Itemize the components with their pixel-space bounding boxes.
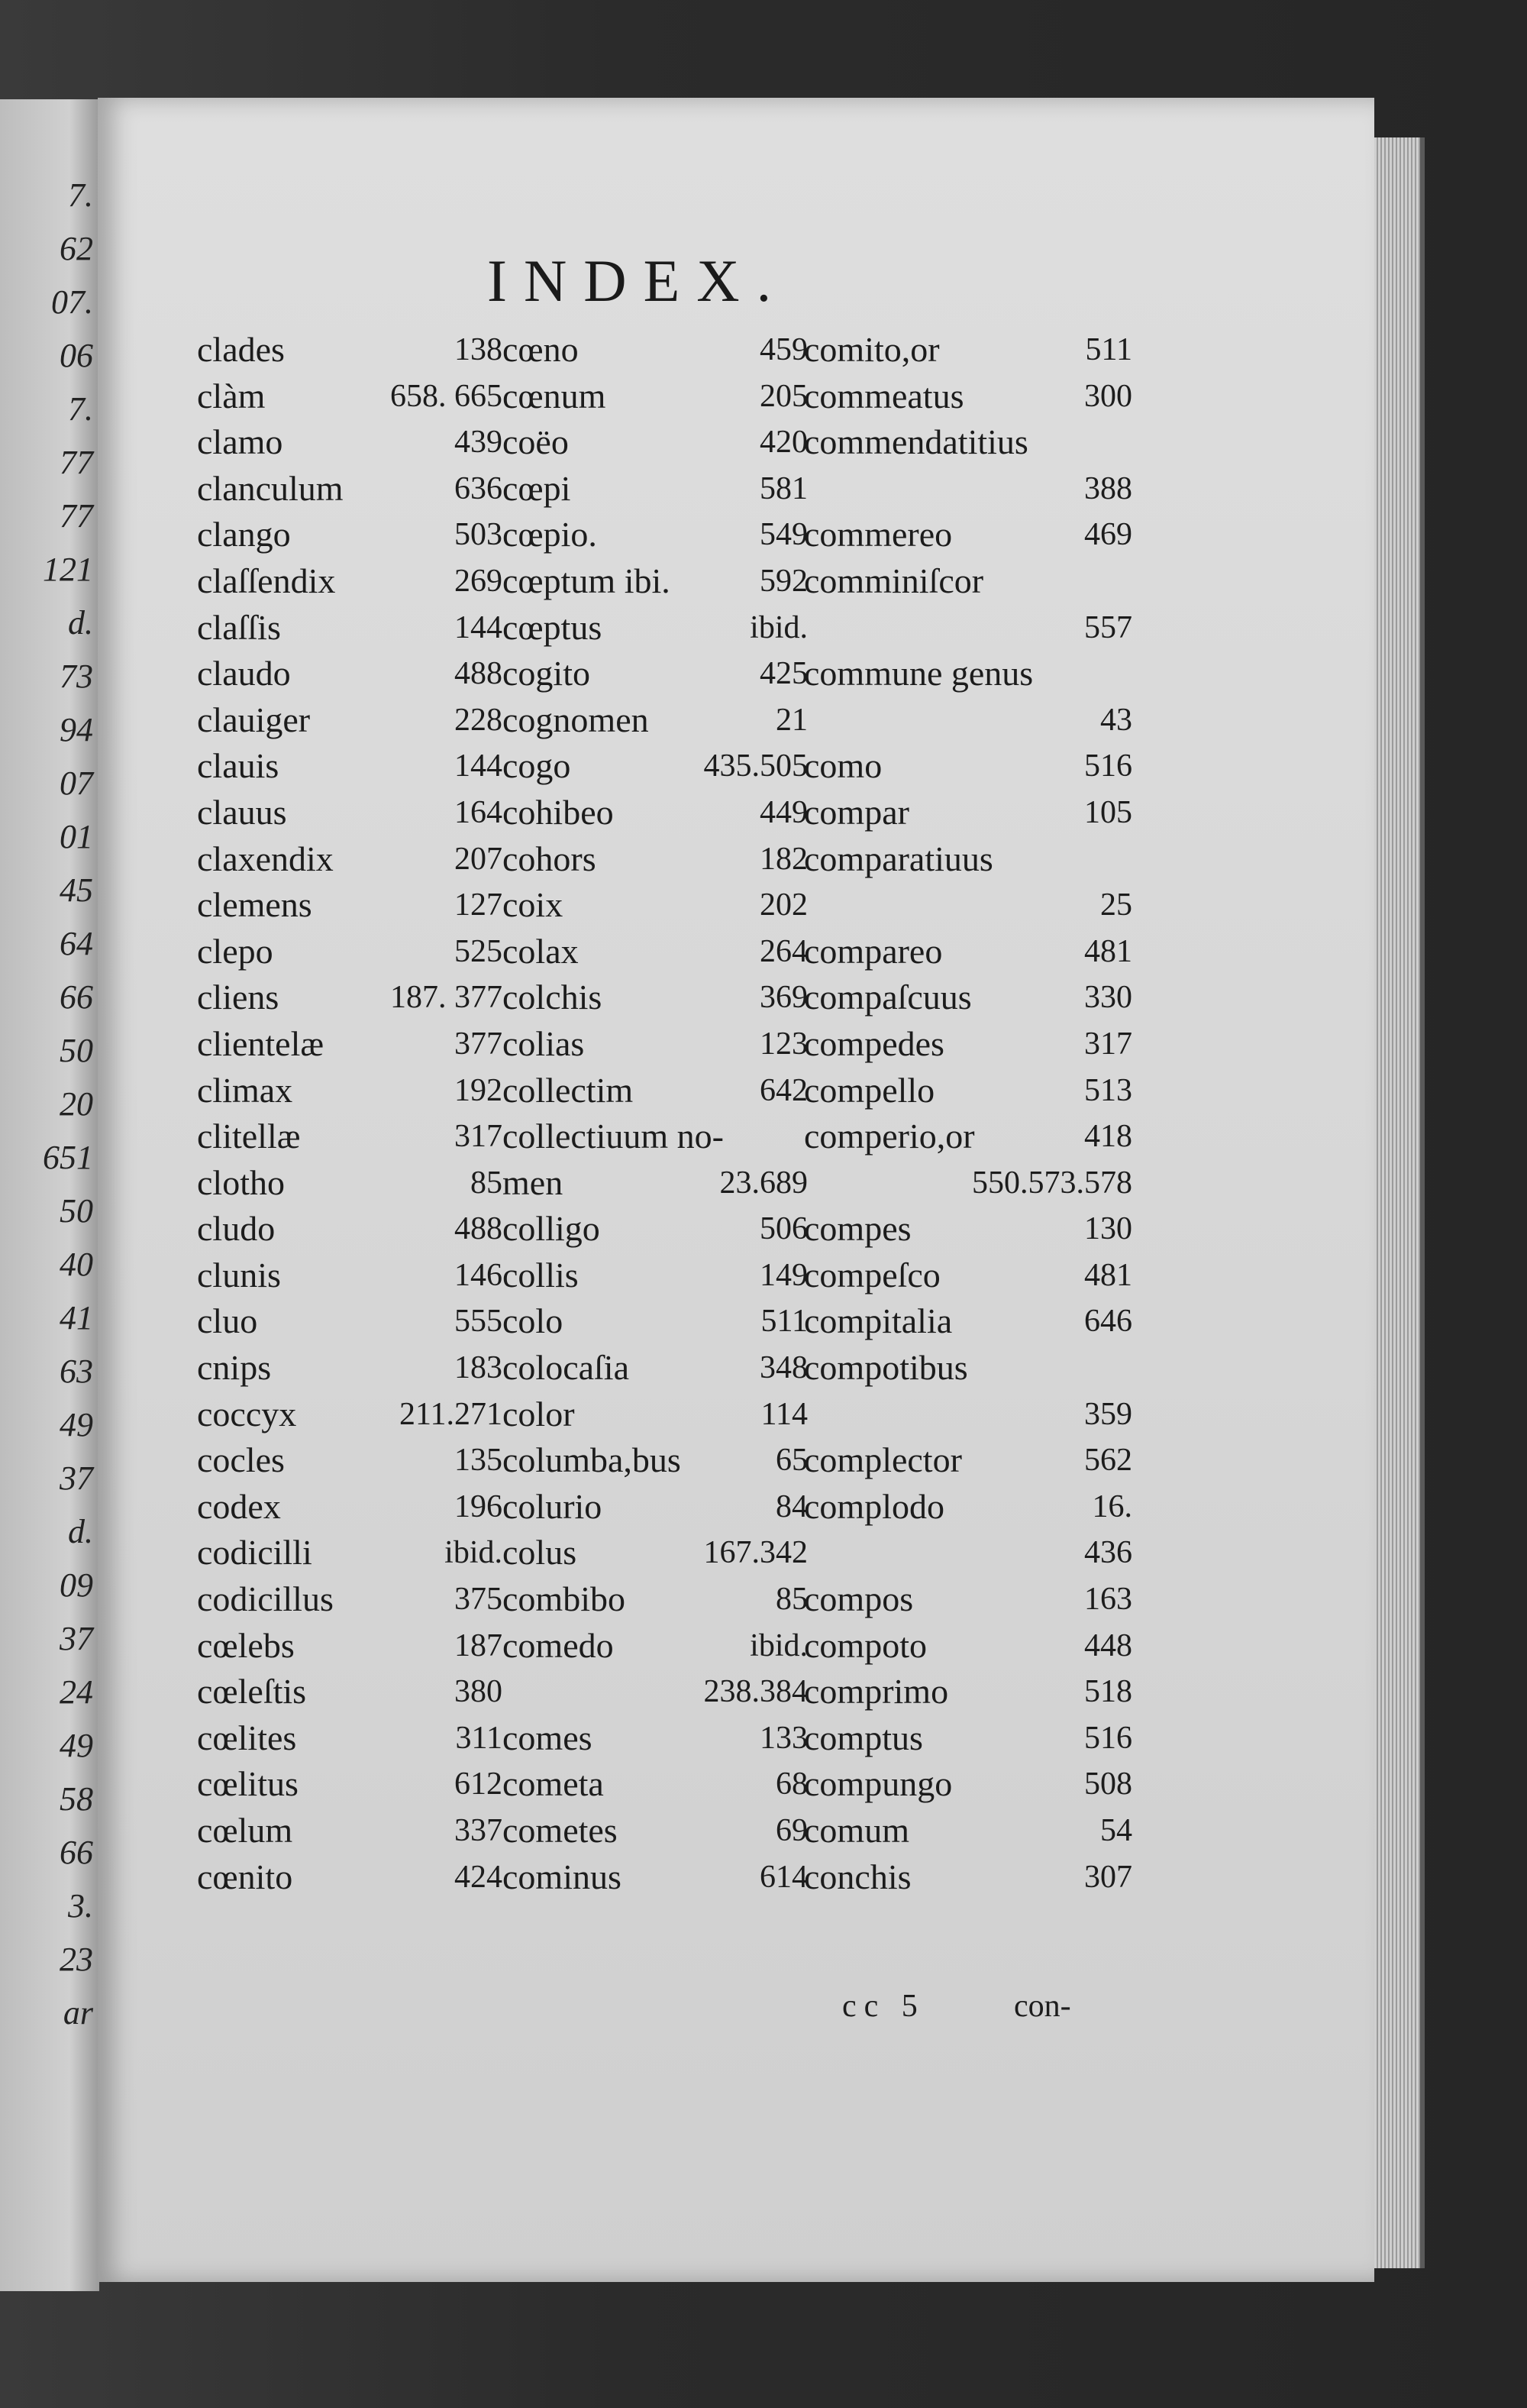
entry-page-number: 581 <box>760 470 808 506</box>
entry-word: cometa <box>502 1764 604 1804</box>
index-entry <box>804 882 1201 929</box>
entry-word: complodo <box>804 1486 944 1526</box>
entry-word: cludo <box>197 1209 276 1249</box>
entry-page-number: 388 <box>1084 470 1132 506</box>
page-title: INDEX. <box>487 247 789 314</box>
entry-page-number: 369 <box>760 980 808 1016</box>
index-entry <box>804 1345 1201 1391</box>
entry-word: combibo <box>502 1579 625 1619</box>
entry-page-number: 330 <box>1084 980 1132 1016</box>
entry-word: colchis <box>502 978 602 1017</box>
index-entry <box>804 1808 1201 1854</box>
facing-page-fragment: 24 <box>60 1673 93 1711</box>
entry-page-number: 592 <box>760 563 808 599</box>
entry-page-number: 202 <box>760 887 808 923</box>
entry-word: comminiſcor <box>804 561 984 600</box>
entry-word: cœlum <box>197 1811 293 1850</box>
index-entry <box>804 1669 1201 1715</box>
facing-page-fragment: 651 <box>43 1139 93 1176</box>
entry-word: cocles <box>197 1440 285 1480</box>
entry-page-number: 307 <box>1084 1859 1132 1895</box>
facing-page-fragment: 37 <box>60 1459 93 1497</box>
facing-page-fragment: 45 <box>60 871 93 909</box>
catchword: con- <box>1014 1989 1071 2024</box>
facing-page-fragment: 49 <box>60 1406 93 1443</box>
entry-word: colus <box>502 1533 577 1572</box>
entry-word: conchis <box>804 1857 912 1896</box>
entry-word: claxendix <box>197 839 334 878</box>
entry-word: cœlitus <box>197 1764 299 1804</box>
entry-page-number: 183 <box>454 1350 502 1386</box>
entry-word: codicilli <box>197 1533 312 1572</box>
entry-page-number: 508 <box>1084 1766 1132 1802</box>
entry-page-number: 135 <box>454 1443 502 1479</box>
entry-page-number: 481 <box>1084 1257 1132 1293</box>
entry-page-number: 205 <box>760 378 808 414</box>
entry-word: complector <box>804 1440 962 1480</box>
entry-page-number: 513 <box>1084 1072 1132 1108</box>
entry-page-number: 642 <box>760 1072 808 1108</box>
entry-word: compaſcuus <box>804 978 972 1017</box>
facing-page-fragment: 37 <box>60 1620 93 1657</box>
entry-page-number: 317 <box>1084 1026 1132 1062</box>
index-entry <box>804 1391 1201 1438</box>
facing-page-fragment: 58 <box>60 1780 93 1818</box>
index-entry <box>804 1068 1201 1114</box>
entry-word: compeſco <box>804 1255 941 1295</box>
index-entry <box>804 1021 1201 1068</box>
entry-page-number: 511 <box>760 1304 808 1340</box>
entry-word: cœpi <box>502 468 571 508</box>
entry-word: compungo <box>804 1764 953 1804</box>
entry-page-number: 348 <box>760 1350 808 1386</box>
facing-page-fragment: 7. <box>68 176 93 214</box>
entry-page-number: 420 <box>760 425 808 461</box>
entry-word: cœnum <box>502 376 606 415</box>
index-entry <box>804 790 1201 836</box>
entry-word: cœptus <box>502 607 602 647</box>
entry-word: cnips <box>197 1348 272 1388</box>
facing-page-fragment: 7. <box>68 390 93 428</box>
entry-word: claſſis <box>197 607 281 647</box>
entry-word: claſſendix <box>197 561 336 600</box>
facing-page-fragment: 3. <box>68 1887 93 1925</box>
index-entry <box>804 466 1201 512</box>
entry-page-number: 658. 665 <box>390 378 502 414</box>
entry-word: cœptum ibi. <box>502 561 670 600</box>
facing-page-fragment: 06 <box>60 337 93 374</box>
entry-page-number: 488 <box>454 656 502 692</box>
entry-word: clanculum <box>197 468 344 508</box>
entry-page-number: 562 <box>1084 1443 1132 1479</box>
entry-page-number: ibid. <box>444 1535 502 1571</box>
entry-page-number: 164 <box>454 794 502 830</box>
index-entry <box>804 1530 1201 1576</box>
entry-page-number: 614 <box>760 1859 808 1895</box>
entry-word: compar <box>804 792 909 832</box>
facing-page-fragment: 77 <box>60 497 93 535</box>
entry-page-number: 436 <box>1084 1535 1132 1571</box>
entry-word: clitellæ <box>197 1117 301 1156</box>
index-entry <box>804 1113 1201 1160</box>
entry-page-number: 84 <box>776 1488 808 1524</box>
index-entry <box>804 605 1201 651</box>
entry-word: comprimo <box>804 1672 949 1711</box>
entry-word: colo <box>502 1301 563 1341</box>
entry-word: commereo <box>804 515 953 554</box>
entry-page-number: 187 <box>454 1627 502 1663</box>
entry-word: comes <box>502 1718 592 1757</box>
entry-word: cluo <box>197 1301 258 1341</box>
entry-page-number: 23.689 <box>719 1165 808 1201</box>
entry-page-number: 435.505 <box>703 748 808 784</box>
page-edges <box>1367 137 1425 2268</box>
entry-page-number: 54 <box>1100 1813 1132 1848</box>
entry-page-number: 646 <box>1084 1304 1132 1340</box>
entry-page-number: 636 <box>454 470 502 506</box>
entry-page-number: 85 <box>776 1582 808 1618</box>
index-entry <box>804 512 1201 558</box>
signature-mark: cc 5 <box>842 1989 925 2024</box>
entry-page-number: 380 <box>454 1674 502 1710</box>
entry-page-number: 518 <box>1084 1674 1132 1710</box>
entry-word: climax <box>197 1070 293 1110</box>
entry-page-number: 488 <box>454 1211 502 1247</box>
entry-page-number: 506 <box>760 1211 808 1247</box>
entry-word: compitalia <box>804 1301 953 1341</box>
entry-page-number: 311 <box>455 1720 502 1756</box>
entry-page-number: 138 <box>454 332 502 367</box>
entry-word: clauis <box>197 746 279 786</box>
entry-word: clunis <box>197 1255 281 1295</box>
entry-page-number: 196 <box>454 1488 502 1524</box>
entry-page-number: ibid. <box>750 609 808 645</box>
entry-page-number: 317 <box>454 1119 502 1155</box>
index-entry <box>804 975 1201 1021</box>
entry-page-number: 557 <box>1084 609 1132 645</box>
entry-word: coix <box>502 885 563 925</box>
entry-page-number: 69 <box>776 1813 808 1848</box>
entry-page-number: 43 <box>1100 702 1132 738</box>
entry-word: collis <box>502 1255 579 1295</box>
facing-page-fragment: 09 <box>60 1566 93 1604</box>
entry-word: cœno <box>502 330 579 369</box>
index-entry <box>804 1160 1201 1207</box>
index-column-3 <box>804 327 1201 1900</box>
entry-page-number: 300 <box>1084 378 1132 414</box>
entry-page-number: 375 <box>454 1582 502 1618</box>
entry-word: cohibeo <box>502 792 614 832</box>
entry-page-number: 238.384 <box>703 1674 808 1710</box>
entry-page-number: 146 <box>454 1257 502 1293</box>
entry-word: colurio <box>502 1486 602 1526</box>
facing-page-edge <box>0 99 99 2291</box>
index-entry <box>804 1854 1201 1901</box>
entry-page-number: ibid. <box>750 1627 808 1663</box>
facing-page-fragment: 121 <box>43 551 93 588</box>
facing-page-fragment: 66 <box>60 1834 93 1871</box>
index-entry <box>804 1623 1201 1669</box>
entry-page-number: 65 <box>776 1443 808 1479</box>
facing-page-fragment: 49 <box>60 1727 93 1764</box>
entry-word: clauiger <box>197 700 311 739</box>
entry-word: compareo <box>804 931 943 971</box>
entry-page-number: 516 <box>1084 1720 1132 1756</box>
facing-page-fragment: d. <box>68 1513 93 1550</box>
entry-word: cominus <box>502 1857 621 1896</box>
entry-word: color <box>502 1394 575 1433</box>
entry-word: clemens <box>197 885 312 925</box>
entry-page-number: 68 <box>776 1766 808 1802</box>
entry-word: clàm <box>197 376 266 415</box>
entry-page-number: 264 <box>760 933 808 969</box>
facing-page-fragment: 07 <box>60 764 93 802</box>
index-entry <box>804 1576 1201 1623</box>
entry-word: commune genus <box>804 654 1034 693</box>
entry-word: compes <box>804 1209 912 1249</box>
entry-page-number: 550.573.578 <box>972 1165 1132 1201</box>
entry-word: cœlites <box>197 1718 297 1757</box>
entry-word: coëo <box>502 422 569 462</box>
entry-page-number: 114 <box>760 1396 808 1432</box>
entry-page-number: 459 <box>760 332 808 367</box>
entry-page-number: 187. 377 <box>390 980 502 1016</box>
entry-word: men <box>502 1162 563 1202</box>
entry-page-number: 144 <box>454 748 502 784</box>
entry-word: claudo <box>197 654 291 693</box>
entry-word: comperio,or <box>804 1117 975 1156</box>
entry-word: compoto <box>804 1625 927 1665</box>
entry-word: comum <box>804 1811 909 1850</box>
entry-word: compotibus <box>804 1348 968 1388</box>
entry-page-number: 163 <box>1084 1582 1132 1618</box>
entry-word: cogo <box>502 746 571 786</box>
entry-page-number: 228 <box>454 702 502 738</box>
entry-page-number: 424 <box>454 1859 502 1895</box>
entry-word: cœpio. <box>502 515 597 554</box>
index-entry <box>804 1298 1201 1345</box>
entry-page-number: 503 <box>454 517 502 553</box>
entry-page-number: 549 <box>760 517 808 553</box>
index-entry <box>804 651 1201 697</box>
entry-word: comito,or <box>804 330 940 369</box>
entry-word: comptus <box>804 1718 923 1757</box>
facing-page-fragment: 07. <box>51 283 93 321</box>
index-entry <box>804 419 1201 466</box>
entry-page-number: 133 <box>760 1720 808 1756</box>
facing-page-fragment: 94 <box>60 711 93 748</box>
entry-page-number: 130 <box>1084 1211 1132 1247</box>
entry-word: como <box>804 746 883 786</box>
entry-word: collectim <box>502 1070 634 1110</box>
facing-page-fragment: 63 <box>60 1353 93 1390</box>
entry-word: compello <box>804 1070 935 1110</box>
book-page <box>98 98 1374 2282</box>
entry-page-number: 105 <box>1084 794 1132 830</box>
entry-word: cliens <box>197 978 279 1017</box>
facing-page-fragment: ar <box>63 1994 93 2031</box>
facing-page-fragment: 64 <box>60 925 93 962</box>
entry-word: colocaſia <box>502 1348 630 1388</box>
entry-page-number: 211.271 <box>399 1396 502 1432</box>
entry-page-number: 511 <box>1085 332 1132 367</box>
entry-word: cohors <box>502 839 596 878</box>
index-entry <box>804 1761 1201 1808</box>
facing-page-fragment: 50 <box>60 1032 93 1069</box>
entry-page-number: 123 <box>760 1026 808 1062</box>
entry-page-number: 269 <box>454 563 502 599</box>
entry-page-number: 127 <box>454 887 502 923</box>
index-entry <box>804 1206 1201 1252</box>
entry-page-number: 25 <box>1100 887 1132 923</box>
entry-page-number: 449 <box>760 794 808 830</box>
entry-page-number: 167.342 <box>703 1535 808 1571</box>
entry-word: codicillus <box>197 1579 334 1619</box>
index-entry <box>804 1484 1201 1530</box>
index-entry <box>804 373 1201 420</box>
index-entry <box>804 1715 1201 1762</box>
entry-word: collectiuum no- <box>502 1117 724 1156</box>
index-entry <box>804 836 1201 883</box>
entry-page-number: 469 <box>1084 517 1132 553</box>
entry-page-number: 516 <box>1084 748 1132 784</box>
facing-page-fragment: 20 <box>60 1085 93 1123</box>
index-entry <box>804 1437 1201 1484</box>
entry-page-number: 359 <box>1084 1396 1132 1432</box>
entry-word: comparatiuus <box>804 839 993 878</box>
index-entry <box>804 1252 1201 1299</box>
facing-page-fragment: d. <box>68 604 93 642</box>
facing-page-fragment: 40 <box>60 1246 93 1283</box>
facing-page-fragment: 77 <box>60 444 93 481</box>
entry-page-number: 144 <box>454 609 502 645</box>
page-footer <box>842 1988 1224 2034</box>
entry-word: cœleſtis <box>197 1672 307 1711</box>
entry-page-number: 21 <box>776 702 808 738</box>
index-entry <box>804 743 1201 790</box>
entry-word: colligo <box>502 1209 600 1249</box>
facing-page-fragment: 23 <box>60 1941 93 1978</box>
entry-word: colax <box>502 931 579 971</box>
facing-page-fragment: 66 <box>60 978 93 1016</box>
entry-page-number: 555 <box>454 1304 502 1340</box>
entry-word: compedes <box>804 1023 944 1063</box>
entry-word: codex <box>197 1486 281 1526</box>
index-entry <box>804 697 1201 744</box>
entry-word: columba,bus <box>502 1440 681 1480</box>
facing-page-fragment: 50 <box>60 1192 93 1230</box>
entry-word: coccyx <box>197 1394 297 1433</box>
index-entry <box>804 558 1201 605</box>
entry-word: clientelæ <box>197 1023 324 1063</box>
entry-word: compos <box>804 1579 914 1619</box>
entry-page-number: 149 <box>760 1257 808 1293</box>
index-entry <box>804 929 1201 975</box>
facing-page-fragment: 73 <box>60 658 93 695</box>
entry-word: cognomen <box>502 700 649 739</box>
entry-word: clamo <box>197 422 283 462</box>
facing-page-fragment: 41 <box>60 1299 93 1337</box>
entry-page-number: 192 <box>454 1072 502 1108</box>
entry-page-number: 182 <box>760 841 808 877</box>
entry-word: clades <box>197 330 285 369</box>
entry-word: comedo <box>502 1625 614 1665</box>
entry-word: clango <box>197 515 291 554</box>
entry-page-number: 337 <box>454 1813 502 1848</box>
entry-page-number: 439 <box>454 425 502 461</box>
entry-word: cœnito <box>197 1857 293 1896</box>
entry-word: commendatitius <box>804 422 1028 462</box>
entry-word: cometes <box>502 1811 618 1850</box>
entry-page-number: 207 <box>454 841 502 877</box>
entry-word: clotho <box>197 1162 285 1202</box>
entry-page-number: 481 <box>1084 933 1132 969</box>
entry-page-number: 85 <box>470 1165 502 1201</box>
index-entry <box>804 327 1201 373</box>
entry-page-number: 16. <box>1092 1488 1132 1524</box>
facing-page-fragment: 01 <box>60 818 93 855</box>
entry-page-number: 418 <box>1084 1119 1132 1155</box>
entry-word: cogito <box>502 654 590 693</box>
facing-page-fragment: 62 <box>60 230 93 267</box>
entry-word: cœlebs <box>197 1625 295 1665</box>
entry-word: clepo <box>197 931 273 971</box>
entry-page-number: 448 <box>1084 1627 1132 1663</box>
entry-word: clauus <box>197 792 287 832</box>
entry-page-number: 425 <box>760 656 808 692</box>
entry-page-number: 377 <box>454 1026 502 1062</box>
entry-page-number: 525 <box>454 933 502 969</box>
entry-page-number: 612 <box>454 1766 502 1802</box>
entry-word: commeatus <box>804 376 964 415</box>
entry-word: colias <box>502 1023 585 1063</box>
